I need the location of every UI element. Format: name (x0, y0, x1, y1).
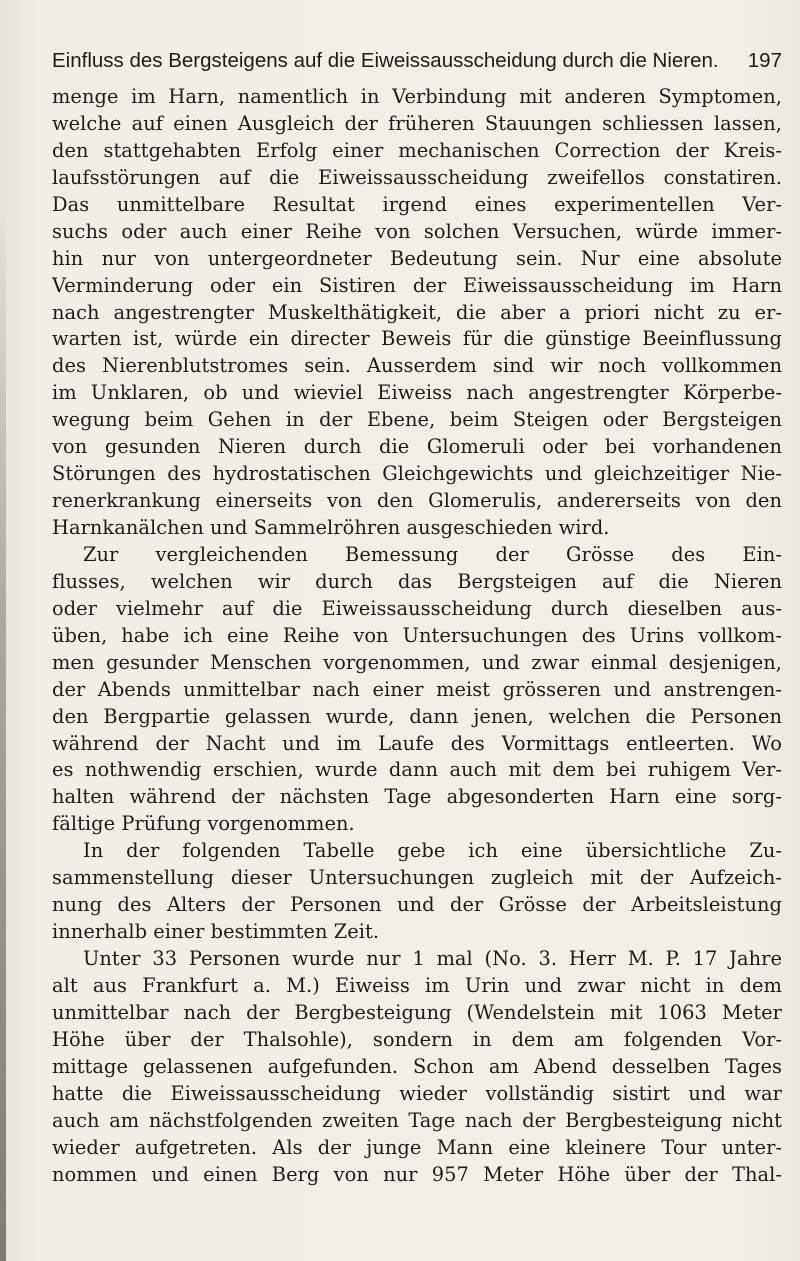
text-line: der Abends unmittelbar nach einer meist grösseren und anstrengen- (52, 677, 782, 701)
text-line: Verminderung oder ein Sistiren der Eiweissausscheidung im Harn (52, 273, 782, 297)
running-head (52, 46, 782, 76)
page-binding-shadow (0, 200, 6, 1261)
text-line: suchs oder auch einer Reihe von solchen Versuchen, würde immer- (52, 219, 782, 243)
paragraph-end-line: fältige Prüfung vorgenommen. (52, 812, 355, 836)
paragraph-start-line: Unter 33 Personen wurde nur 1 mal (No. 3. Herr M. P. 17 Jahre (83, 947, 782, 970)
text-line: flusses, welchen wir durch das Bergsteigen auf die Nieren (52, 569, 782, 593)
paragraph-start-line: Zur vergleichenden Bemessung der Grösse des Ein- (83, 542, 782, 566)
text-line: men gesunder Menschen vorgenommen, und zwar einmal desjenigen, (52, 650, 782, 674)
text-line: auch am nächstfolgenden zweiten Tage nach der Bergbesteigung nicht (52, 1108, 782, 1132)
text-line: von gesunden Nieren durch die Glomeruli oder bei vorhandenen (52, 435, 782, 459)
text-line: wieder aufgetreten. Als der junge Mann eine kleinere Tour unter- (52, 1135, 782, 1159)
text-line: mittage gelassenen aufgefunden. Schon am Abend desselben Tages (52, 1054, 782, 1078)
text-line: alt aus Frankfurt a. M.) Eiweiss im Urin und zwar nicht in dem (52, 973, 782, 997)
text-line: Das unmittelbare Resultat irgend eines experimentellen Ver- (52, 192, 782, 216)
text-line: wegung beim Gehen in der Ebene, beim Steigen oder Bergsteigen (52, 408, 782, 432)
paragraph-start-line: In der folgenden Tabelle gebe ich eine übersichtliche Zu- (83, 839, 782, 863)
text-line: nommen und einen Berg von nur 957 Meter Höhe über der Thal- (52, 1162, 782, 1186)
text-line: halten während der nächsten Tage abgesonderten Harn eine sorg- (52, 785, 782, 809)
text-line: üben, habe ich eine Reihe von Untersuchungen des Urins vollkom- (52, 623, 782, 647)
paragraph-end-line: Harnkanälchen und Sammelröhren ausgeschieden wird. (52, 516, 610, 539)
text-line: Störungen des hydrostatischen Gleichgewichts und gleichzeitiger Nie- (52, 462, 782, 486)
text-line: den stattgehabten Erfolg einer mechanischen Correction der Kreis- (52, 138, 782, 162)
text-line: nung des Alters der Personen und der Grösse der Arbeitsleistung (52, 893, 782, 917)
text-line: unmittelbar nach der Bergbesteigung (Wendelstein mit 1063 Meter (52, 1000, 782, 1024)
text-line: laufsstörungen auf die Eiweissausscheidung zweifellos constatiren. (52, 165, 782, 189)
text-line: hatte die Eiweissausscheidung wieder vollständig sistirt und war (52, 1081, 782, 1105)
text-line: warten ist, würde ein directer Beweis für die günstige Beeinflussung (52, 327, 782, 351)
text-line: während der Nacht und im Laufe des Vormittags entleerten. Wo (52, 731, 782, 755)
page-number: 197 (747, 49, 782, 72)
text-line: es nothwendig erschien, wurde dann auch mit dem bei ruhigem Ver- (52, 758, 782, 782)
text-line: menge im Harn, namentlich in Verbindung mit anderen Symptomen, (52, 85, 782, 108)
text-line: sammenstellung dieser Untersuchungen zugleich mit der Aufzeich- (52, 866, 782, 890)
text-line: den Bergpartie gelassen wurde, dann jenen, welchen die Personen (52, 704, 782, 728)
text-line: im Unklaren, ob und wieviel Eiweiss nach angestrengter Körperbe- (52, 381, 782, 405)
paragraph-end-line: innerhalb einer bestimmten Zeit. (52, 920, 380, 944)
text-line: oder vielmehr auf die Eiweissausscheidung durch dieselben aus- (52, 596, 782, 620)
text-line: renerkrankung einerseits von den Glomerulis, andererseits von den (52, 489, 782, 513)
text-line: nach angestrengter Muskelthätigkeit, die aber a priori nicht zu er- (52, 300, 782, 324)
body-text (52, 84, 782, 1188)
running-title: Einfluss des Bergsteigens auf die Eiweissausscheidung durch die Nieren. (52, 49, 719, 72)
text-line: hin nur von untergeordneter Bedeutung sein. Nur eine absolute (52, 246, 782, 270)
text-line: Höhe über der Thalsohle), sondern in dem am folgenden Vor- (52, 1027, 782, 1051)
text-line: des Nierenblutstromes sein. Ausserdem sind wir noch vollkommen (52, 354, 782, 378)
text-line: welche auf einen Ausgleich der früheren Stauungen schliessen lassen, (52, 111, 782, 135)
